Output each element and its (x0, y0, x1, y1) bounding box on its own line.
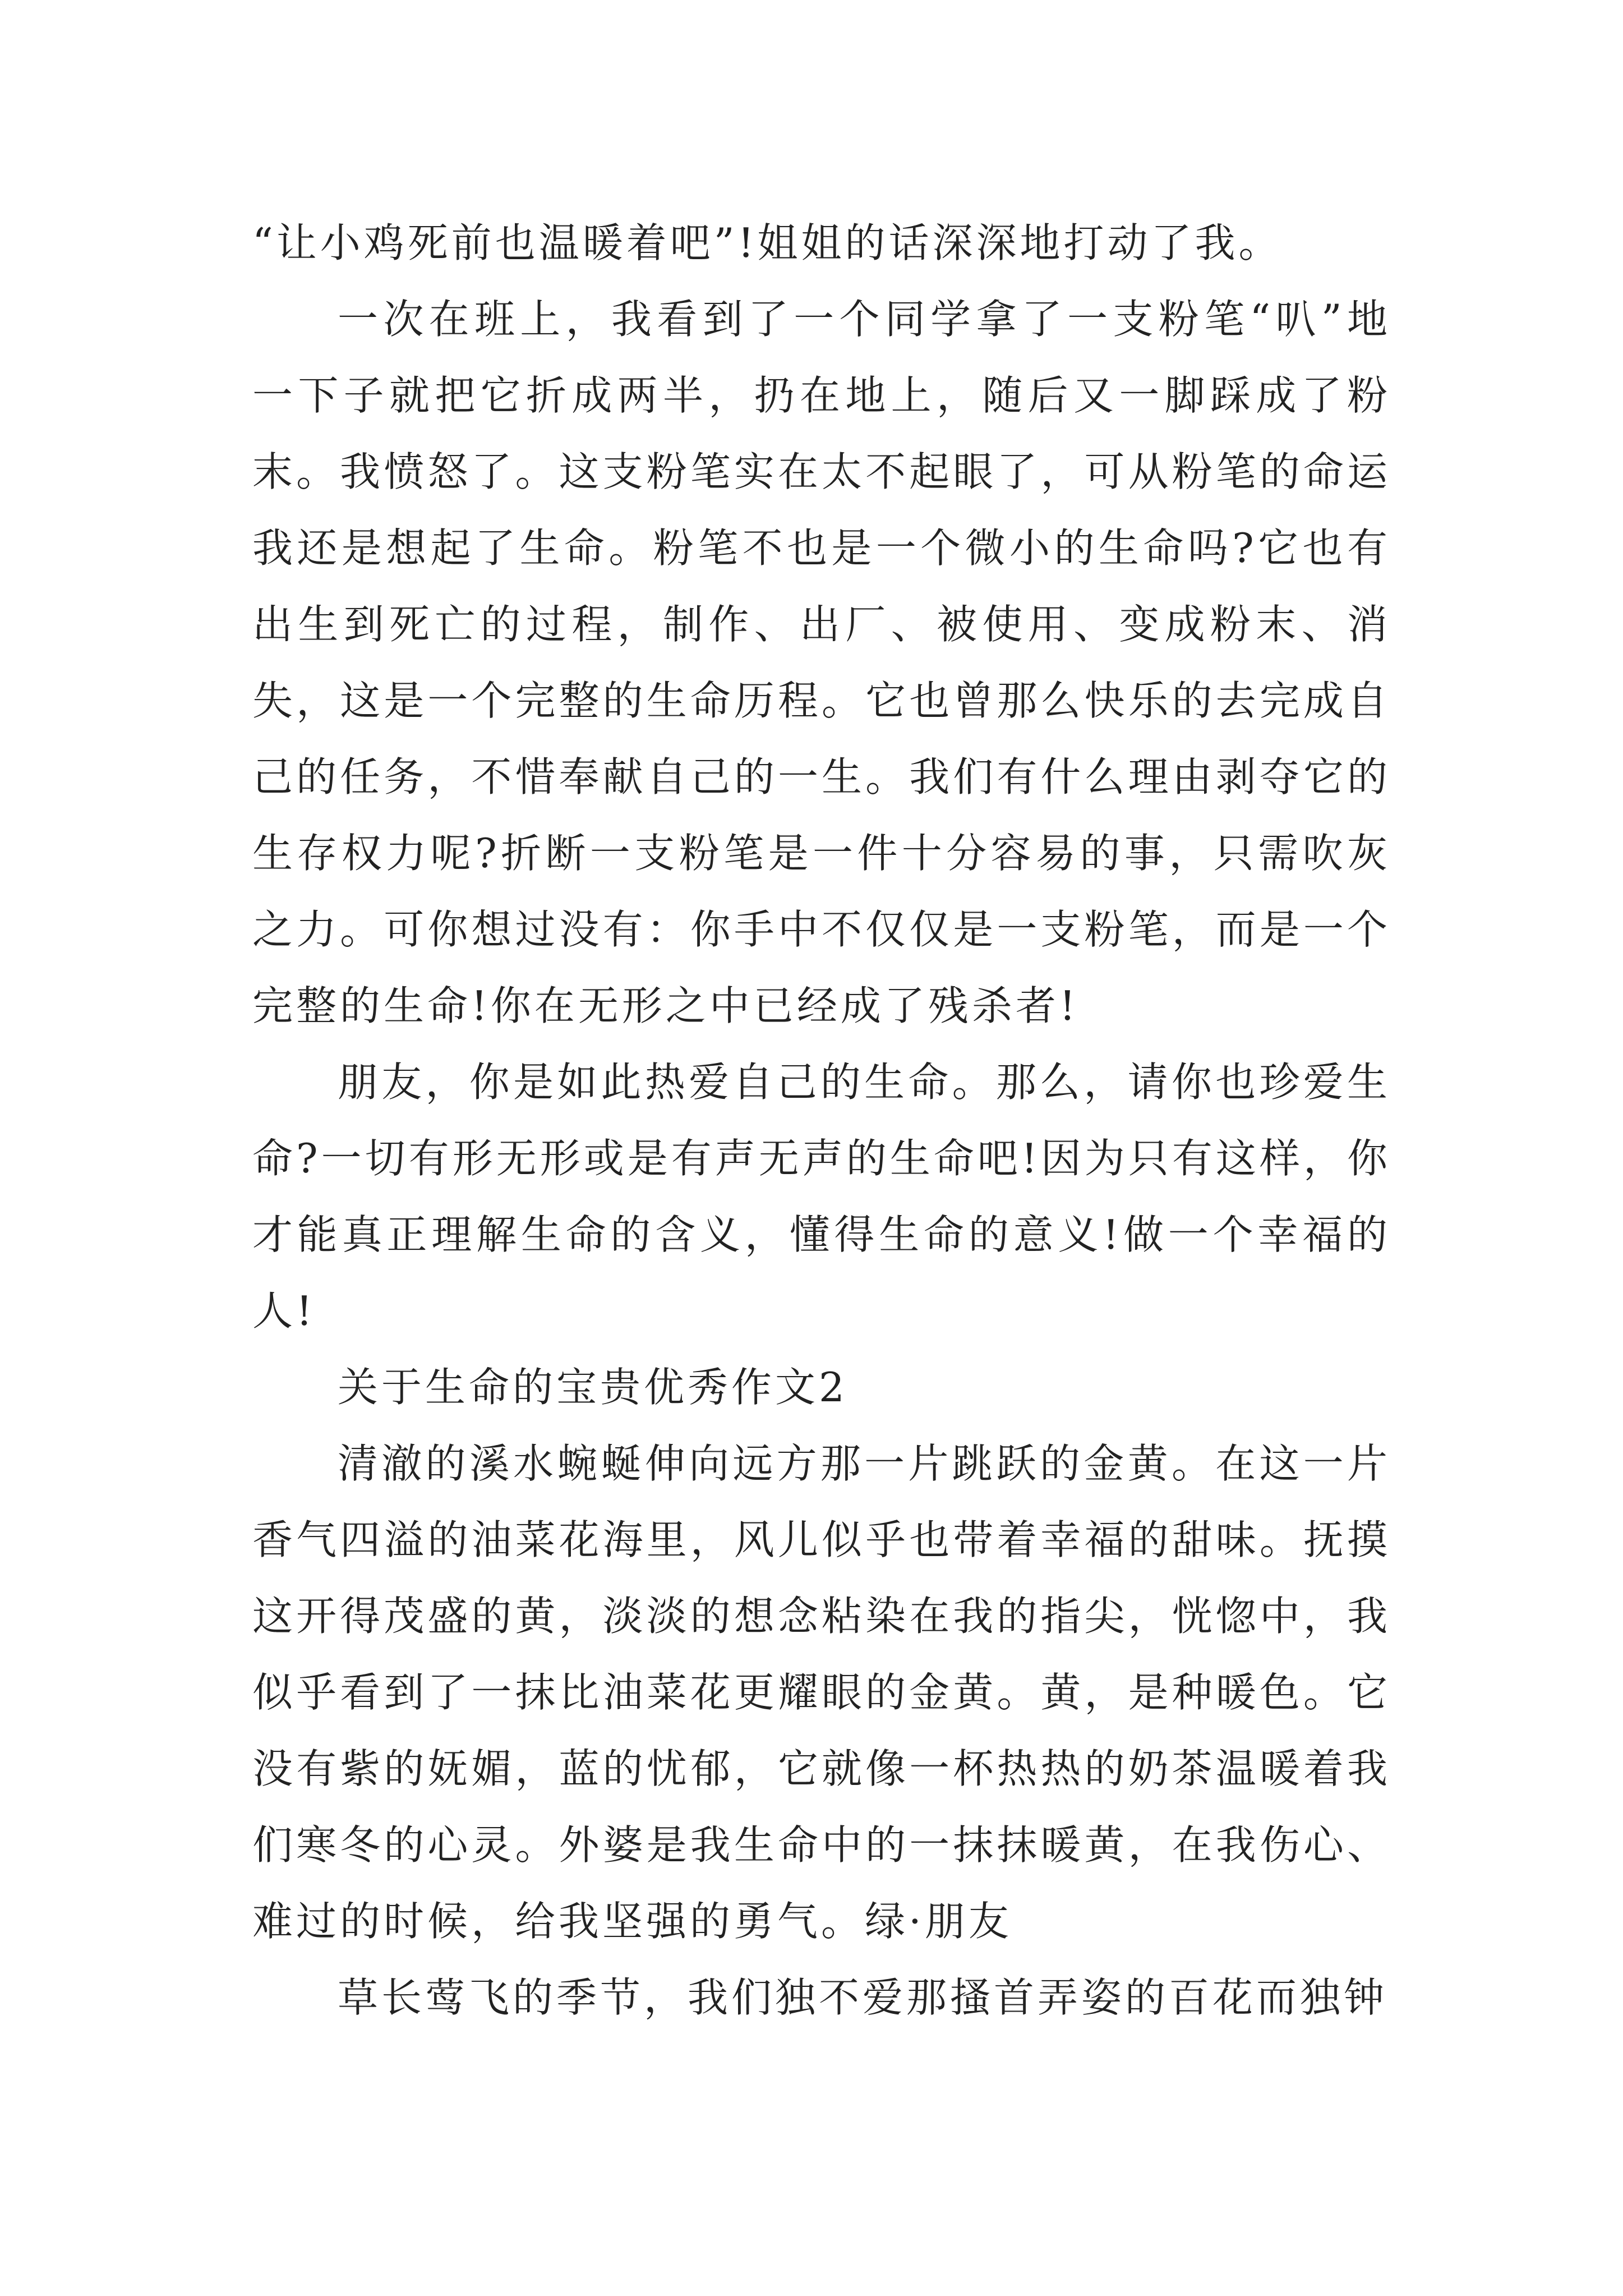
section-heading: 关于生命的宝贵优秀作文2 (338, 1364, 848, 1411)
document-body (252, 205, 1391, 2036)
paragraph: 朋友，你是如此热爱自己的生命。那么，请你也珍爱生命?一切有形无形或是有声无声的生命吧!因为只有这样，你才能真正理解生命的含义，懂得生命的意义!做一个幸福的人! (252, 1059, 1391, 1335)
paragraph: “让小鸡死前也温暖着吧”!姐姐的话深深地打动了我。 (252, 219, 1283, 266)
paragraph: 草长莺飞的季节，我们独不爱那搔首弄姿的百花而独钟 (338, 1974, 1388, 2021)
paragraph: 一次在班上，我看到了一个同学拿了一支粉笔“叭”地一下子就把它折成两半，扔在地上，随后又一脚踩成了粉末。我愤怒了。这支粉笔实在太不起眼了，可从粉笔的命运我还是想起了生命。粉笔不也是一个微小的生命吗?它也有出生到死亡的过程，制作、出厂、被使用、变成粉末、消失，这是一个完整的生命历程。它也曾那么快乐的去完成自己的任务，不惜奉献自己的一生。我们有什么理由剥夺它的生存权力呢?折断一支粉笔是一件十分容易的事，只需吹灰之力。可你想过没有：你手中不仅仅是一支粉笔，而是一个完整的生命!你在无形之中已经成了残杀者! (252, 296, 1391, 1029)
paragraph: 清澈的溪水蜿蜒伸向远方那一片跳跃的金黄。在这一片香气四溢的油菜花海里，风儿似乎也带着幸福的甜味。抚摸这开得茂盛的黄，淡淡的想念粘染在我的指尖，恍惚中，我似乎看到了一抹比油菜花更耀眼的金黄。黄，是种暖色。它没有紫的妩媚，蓝的忧郁，它就像一杯热热的奶茶温暖着我们寒冬的心灵。外婆是我生命中的一抹抹暖黄，在我伤心、难过的时候，给我坚强的勇气。绿·朋友 (252, 1440, 1391, 1945)
